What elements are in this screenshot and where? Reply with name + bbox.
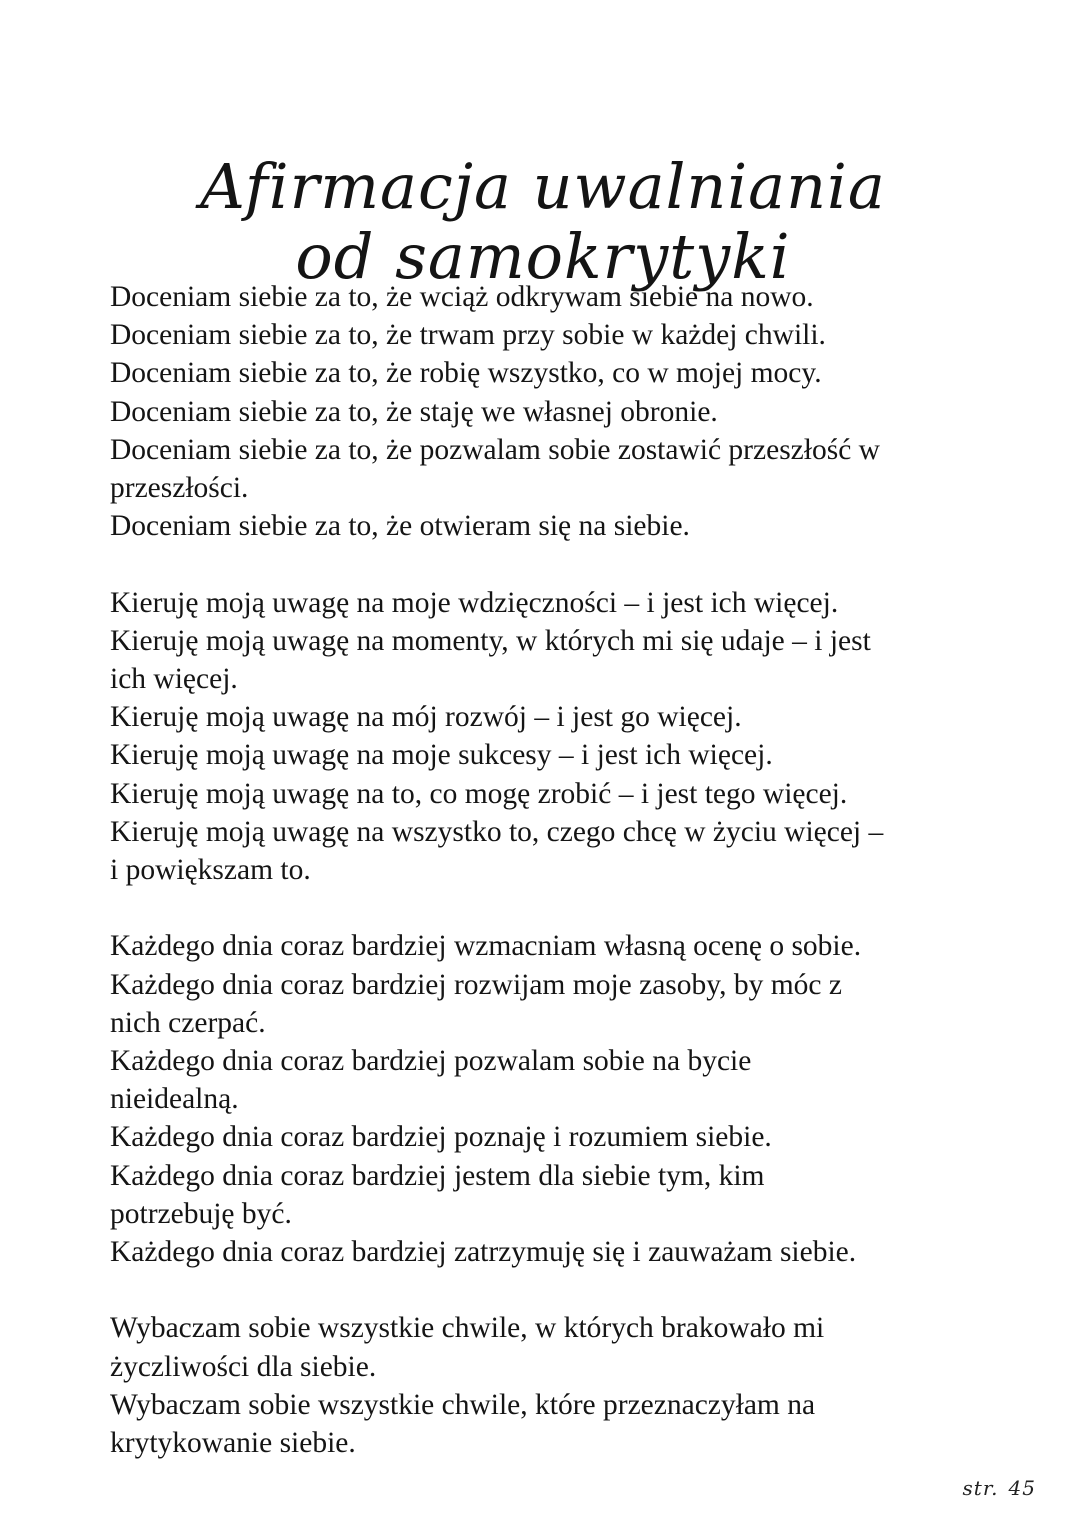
text-line: Doceniam siebie za to, że robię wszystko, co w mojej mocy.	[110, 357, 822, 390]
text-line: Każdego dnia coraz bardziej wzmacniam własną ocenę o sobie.	[110, 930, 862, 963]
text-line: Kieruję moją uwagę na mój rozwój – i jest go więcej.	[110, 701, 742, 734]
text-line: potrzebuję być.	[110, 1197, 292, 1230]
page-title	[0, 149, 1086, 293]
page-footer	[963, 1476, 1036, 1500]
affirmation-text	[110, 278, 990, 1462]
text-line: Doceniam siebie za to, że otwieram się na siebie.	[110, 510, 690, 543]
text-line: nieidealną.	[110, 1083, 239, 1116]
text-line: Każdego dnia coraz bardziej zatrzymuję się i zauważam siebie.	[110, 1236, 857, 1269]
text-line: Wybaczam sobie wszystkie chwile, które przeznaczyłam na	[110, 1388, 816, 1421]
text-line: Doceniam siebie za to, że staję we własnej obronie.	[110, 395, 718, 428]
stanza	[110, 927, 990, 1271]
text-line: krytykowanie siebie.	[110, 1427, 356, 1460]
text-line: Kieruję moją uwagę na moje wdzięczności – i jest ich więcej.	[110, 586, 839, 619]
title-line-1: Afirmacja uwalniania	[200, 149, 886, 223]
text-line: ich więcej.	[110, 663, 238, 696]
stanza	[110, 584, 990, 890]
text-line: nich czerpać.	[110, 1006, 266, 1039]
text-line: Wybaczam sobie wszystkie chwile, w których brakowało mi	[110, 1312, 825, 1345]
page-number: 45	[1008, 1476, 1036, 1500]
text-line: Każdego dnia coraz bardziej rozwijam moje zasoby, by móc z	[110, 968, 842, 1001]
text-line: Kieruję moją uwagę na moje sukcesy – i jest ich więcej.	[110, 739, 773, 772]
text-line: Doceniam siebie za to, że pozwalam sobie zostawić przeszłość w	[110, 433, 880, 466]
stanza	[110, 278, 990, 545]
text-line: i powiększam to.	[110, 854, 311, 887]
text-line: Kieruję moją uwagę na to, co mogę zrobić – i jest tego więcej.	[110, 777, 848, 810]
text-line: Każdego dnia coraz bardziej poznaję i rozumiem siebie.	[110, 1121, 772, 1154]
stanza	[110, 1309, 990, 1462]
text-line: Kieruję moją uwagę na momenty, w których mi się udaje – i jest	[110, 624, 871, 657]
text-line: Doceniam siebie za to, że wciąż odkrywam siebie na nowo.	[110, 281, 814, 313]
page-number-prefix: str.	[962, 1476, 999, 1500]
title-line-2: od samokrytyki	[295, 219, 791, 293]
text-line: Każdego dnia coraz bardziej jestem dla siebie tym, kim	[110, 1159, 765, 1192]
text-line: Kieruję moją uwagę na wszystko to, czego chcę w życiu więcej –	[110, 815, 884, 848]
text-line: przeszłości.	[110, 472, 249, 505]
text-line: Każdego dnia coraz bardziej pozwalam sobie na bycie	[110, 1045, 752, 1078]
text-line: Doceniam siebie za to, że trwam przy sobie w każdej chwili.	[110, 319, 826, 352]
text-line: życzliwości dla siebie.	[110, 1350, 377, 1383]
